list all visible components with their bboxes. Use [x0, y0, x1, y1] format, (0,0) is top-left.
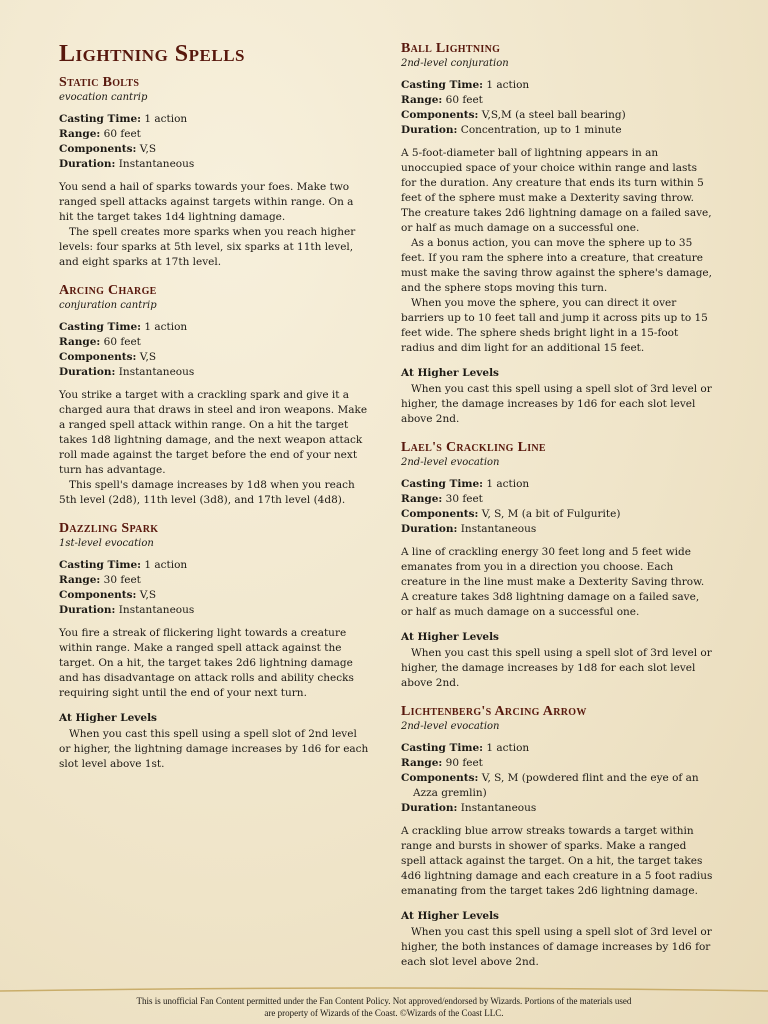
- spell-name: Ball Lightning: [401, 41, 501, 56]
- footer-line-2: are property of Wizards of the Coast. ©Wizards of the Coast LLC.: [264, 1008, 504, 1018]
- stat-casting-time: Casting Time: 1 action: [59, 559, 188, 571]
- spell-description: As a bonus action, you can move the sphere up to 35 feet. If you ram the sphere into a creature, that creature must make the saving throw against the sphere's damage, and the sphere stops moving this turn.: [401, 237, 712, 294]
- spell-description: You fire a streak of flickering light towards a creature within range. Make a ranged spell attack against the target. On a hit, the target takes 2d6 lightning damage and has disadvantage on attack rolls and ability checks requiring sight until the end of your next turn.: [59, 627, 354, 699]
- spell-static-bolts: [59, 74, 369, 270]
- stat-range: Range: 60 feet: [59, 336, 141, 348]
- stat-casting-time: Casting Time: 1 action: [401, 742, 530, 754]
- spell-laels-crackling-line: [401, 439, 713, 691]
- spell-description: A line of crackling energy 30 feet long and 5 feet wide emanates from you in a direction you choose. Each creature in the line must make a Dexterity Saving throw. A creature takes 3d8 lightning damage on a failed save, or half as much damage on a successful one.: [401, 546, 705, 618]
- higher-levels-heading: At Higher Levels: [59, 712, 157, 724]
- spell-description: The spell creates more sparks when you reach higher levels: four sparks at 5th level, six sparks at 11th level, and eight sparks at 17th level.: [59, 226, 356, 268]
- right-column: [401, 40, 713, 982]
- footer-line-1: This is unofficial Fan Content permitted under the Fan Content Policy. Not approved/endorsed by Wizards. Portions of the materials used: [136, 996, 632, 1006]
- spell-stats: [401, 477, 713, 537]
- spell-school: 1st-level evocation: [59, 538, 154, 549]
- stat-range: Range: 30 feet: [59, 574, 141, 586]
- stat-components: Components: V,S: [59, 143, 157, 155]
- spell-name: Lael's Crackling Line: [401, 440, 546, 455]
- spell-stats: [59, 320, 369, 380]
- spell-school: 2nd-level evocation: [401, 721, 500, 732]
- higher-levels-text: When you cast this spell using a spell slot of 2nd level or higher, the lightning damage increases by 1d6 for each slot level above 1st.: [59, 728, 369, 770]
- spell-school: conjuration cantrip: [59, 300, 157, 311]
- left-column: [59, 40, 369, 784]
- spell-stats: [59, 558, 369, 618]
- stat-components: Components: V, S, M (a bit of Fulgurite): [401, 508, 621, 520]
- stat-duration: Duration: Instantaneous: [59, 366, 195, 378]
- stat-casting-time: Casting Time: 1 action: [59, 113, 188, 125]
- spell-ball-lightning: [401, 40, 713, 427]
- higher-levels-text: When you cast this spell using a spell slot of 3rd level or higher, the both instances of damage increases by 1d6 for each slot level above 2nd.: [401, 926, 712, 968]
- footer-decoration: [0, 985, 768, 993]
- spell-description: You strike a target with a crackling spark and give it a charged aura that draws in steel and iron weapons. Make a ranged spell attack within range. On a hit the target takes 1d8 lightning damage, and the next weapon attack roll made against the target before the end of your next turn has advantage.: [59, 389, 368, 476]
- stat-range: Range: 30 feet: [401, 493, 483, 505]
- spell-school: evocation cantrip: [59, 92, 148, 103]
- stat-duration: Duration: Instantaneous: [59, 604, 195, 616]
- stat-casting-time: Casting Time: 1 action: [401, 478, 530, 490]
- stat-range: Range: 60 feet: [401, 94, 483, 106]
- stat-components: Components: V,S: [59, 351, 157, 363]
- spell-dazzling-spark: [59, 520, 369, 772]
- spell-description: When you move the sphere, you can direct it over barriers up to 10 feet tall and jump it across pits up to 15 feet wide. The sphere sheds bright light in a 15-foot radius and dim light for an additional 15 feet.: [401, 297, 708, 354]
- stat-casting-time: Casting Time: 1 action: [59, 321, 188, 333]
- stat-casting-time: Casting Time: 1 action: [401, 79, 530, 91]
- spell-description: A crackling blue arrow streaks towards a target within range and bursts in shower of sparks. Make a ranged spell attack against the target. On a hit, the target takes 4d6 lightning damage and each creature in a 5 foot radius emanating from the target takes 2d6 lightning damage.: [401, 825, 713, 897]
- spell-stats: [59, 112, 369, 172]
- stat-duration: Duration: Instantaneous: [401, 802, 537, 814]
- spell-name: Dazzling Spark: [59, 521, 159, 536]
- spell-stats: [401, 741, 713, 816]
- stat-duration: Duration: Instantaneous: [401, 523, 537, 535]
- spell-name: Static Bolts: [59, 75, 140, 90]
- higher-levels-text: When you cast this spell using a spell slot of 3rd level or higher, the damage increases by 1d8 for each slot level above 2nd.: [401, 647, 712, 689]
- higher-levels-text: When you cast this spell using a spell slot of 3rd level or higher, the damage increases by 1d6 for each slot level above 2nd.: [401, 383, 712, 425]
- higher-levels-heading: At Higher Levels: [401, 631, 499, 643]
- spell-description: You send a hail of sparks towards your foes. Make two ranged spell attacks against targets within range. On a hit the target takes 1d4 lightning damage.: [59, 181, 354, 223]
- spell-school: 2nd-level evocation: [401, 457, 500, 468]
- stat-duration: Duration: Instantaneous: [59, 158, 195, 170]
- spell-arcing-charge: [59, 282, 369, 508]
- spell-school: 2nd-level conjuration: [401, 58, 509, 69]
- higher-levels-heading: At Higher Levels: [401, 910, 499, 922]
- stat-components: Components: V,S: [59, 589, 157, 601]
- spell-stats: [401, 78, 713, 138]
- spell-lichtenbergs-arcing-arrow: [401, 703, 713, 970]
- higher-levels-heading: At Higher Levels: [401, 367, 499, 379]
- stat-components: Components: V,S,M (a steel ball bearing): [401, 109, 626, 121]
- stat-components: Components: V, S, M (powdered flint and the eye of an Azza gremlin): [401, 772, 699, 799]
- spell-name: Lichtenberg's Arcing Arrow: [401, 704, 587, 719]
- stat-range: Range: 90 feet: [401, 757, 483, 769]
- spell-description: This spell's damage increases by 1d8 when you reach 5th level (2d8), 11th level (3d8), and 17th level (4d8).: [59, 479, 355, 506]
- stat-duration: Duration: Concentration, up to 1 minute: [401, 124, 622, 136]
- footer-legal: [0, 995, 768, 1019]
- page-title: Lightning Spells: [59, 41, 246, 67]
- spell-description: A 5-foot-diameter ball of lightning appears in an unoccupied space of your choice within range and lasts for the duration. Any creature that ends its turn within 5 feet of the sphere must make a Dexterity saving throw. The creature takes 2d6 lightning damage on a failed save, or half as much damage on a successful one.: [401, 147, 712, 234]
- stat-range: Range: 60 feet: [59, 128, 141, 140]
- spell-name: Arcing Charge: [59, 283, 157, 298]
